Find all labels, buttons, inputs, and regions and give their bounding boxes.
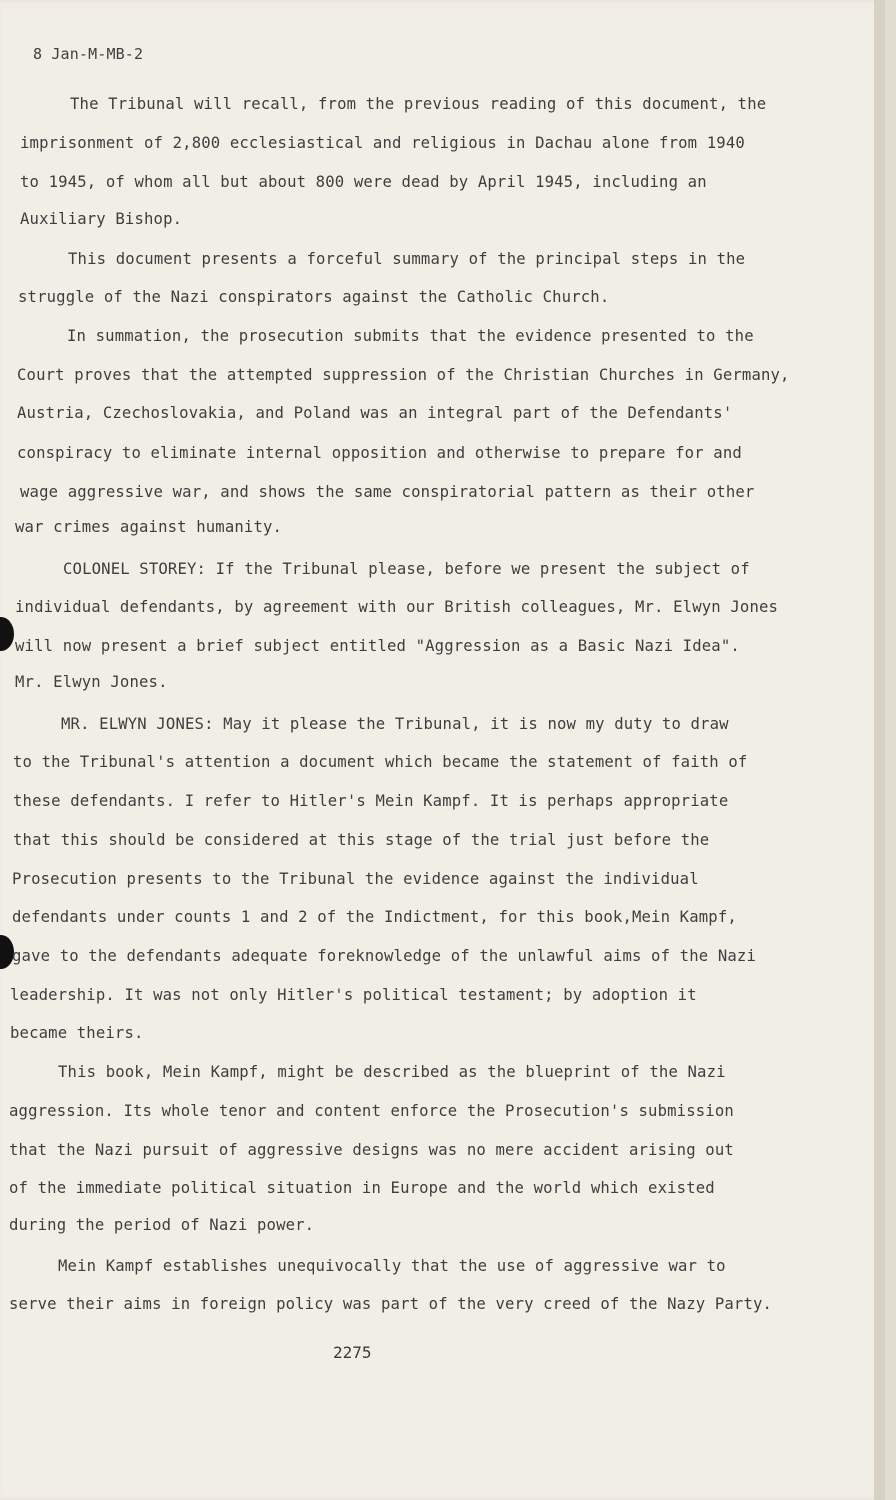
text-line: these defendants. I refer to Hitler's Mein Kampf. It is perhaps appropriate (13, 792, 729, 810)
document-code: 8 Jan-M-MB-2 (33, 45, 144, 63)
text-line: MR. ELWYN JONES: May it please the Tribunal, it is now my duty to draw (61, 715, 729, 733)
text-line: to the Tribunal's attention a document which became the statement of faith of (13, 753, 748, 771)
text-line: that the Nazi pursuit of aggressive designs was no mere accident arising out (9, 1141, 734, 1159)
text-line: Court proves that the attempted suppression of the Christian Churches in Germany, (17, 366, 790, 384)
text-line: Prosecution presents to the Tribunal the evidence against the individual (12, 870, 699, 888)
text-line: gave to the defendants adequate foreknowledge of the unlawful aims of the Nazi (12, 947, 756, 965)
text-line: Austria, Czechoslovakia, and Poland was an integral part of the Defendants' (17, 404, 733, 422)
text-line: war crimes against humanity. (15, 518, 283, 536)
text-line: during the period of Nazi power. (9, 1216, 315, 1234)
text-line: conspiracy to eliminate internal opposition and otherwise to prepare for and (17, 444, 742, 462)
text-line: The Tribunal will recall, from the previous reading of this document, the (70, 95, 767, 113)
text-line: Auxiliary Bishop. (20, 210, 183, 228)
text-line: became theirs. (10, 1024, 144, 1042)
text-line: aggression. Its whole tenor and content enforce the Prosecution's submission (9, 1102, 734, 1120)
text-line: wage aggressive war, and shows the same conspiratorial pattern as their other (20, 483, 755, 501)
text-line: to 1945, of whom all but about 800 were dead by April 1945, including an (20, 173, 707, 191)
text-line: that this should be considered at this stage of the trial just before the (13, 831, 710, 849)
text-line: serve their aims in foreign policy was part of the very creed of the Nazy Party. (9, 1295, 773, 1313)
text-line: imprisonment of 2,800 ecclesiastical and religious in Dachau alone from 1940 (20, 134, 745, 152)
text-line: of the immediate political situation in Europe and the world which existed (9, 1179, 715, 1197)
text-line: defendants under counts 1 and 2 of the Indictment, for this book,Mein Kampf, (12, 908, 737, 926)
text-line: struggle of the Nazi conspirators against the Catholic Church. (18, 288, 610, 306)
text-line: leadership. It was not only Hitler's political testament; by adoption it (10, 986, 697, 1004)
text-line: Mr. Elwyn Jones. (15, 673, 168, 691)
page-number: 2275 (333, 1343, 372, 1362)
text-line: Mein Kampf establishes unequivocally that the use of aggressive war to (58, 1257, 726, 1275)
text-line: will now present a brief subject entitled "Aggression as a Basic Nazi Idea". (15, 637, 740, 655)
text-line: In summation, the prosecution submits that the evidence presented to the (67, 327, 754, 345)
punch-hole (0, 617, 14, 651)
text-line: This book, Mein Kampf, might be described as the blueprint of the Nazi (58, 1063, 726, 1081)
text-line: COLONEL STOREY: If the Tribunal please, before we present the subject of (63, 560, 750, 578)
text-line: This document presents a forceful summary of the principal steps in the (68, 250, 746, 268)
page-edge (874, 0, 885, 1500)
text-line: individual defendants, by agreement with our British colleagues, Mr. Elwyn Jones (15, 598, 779, 616)
